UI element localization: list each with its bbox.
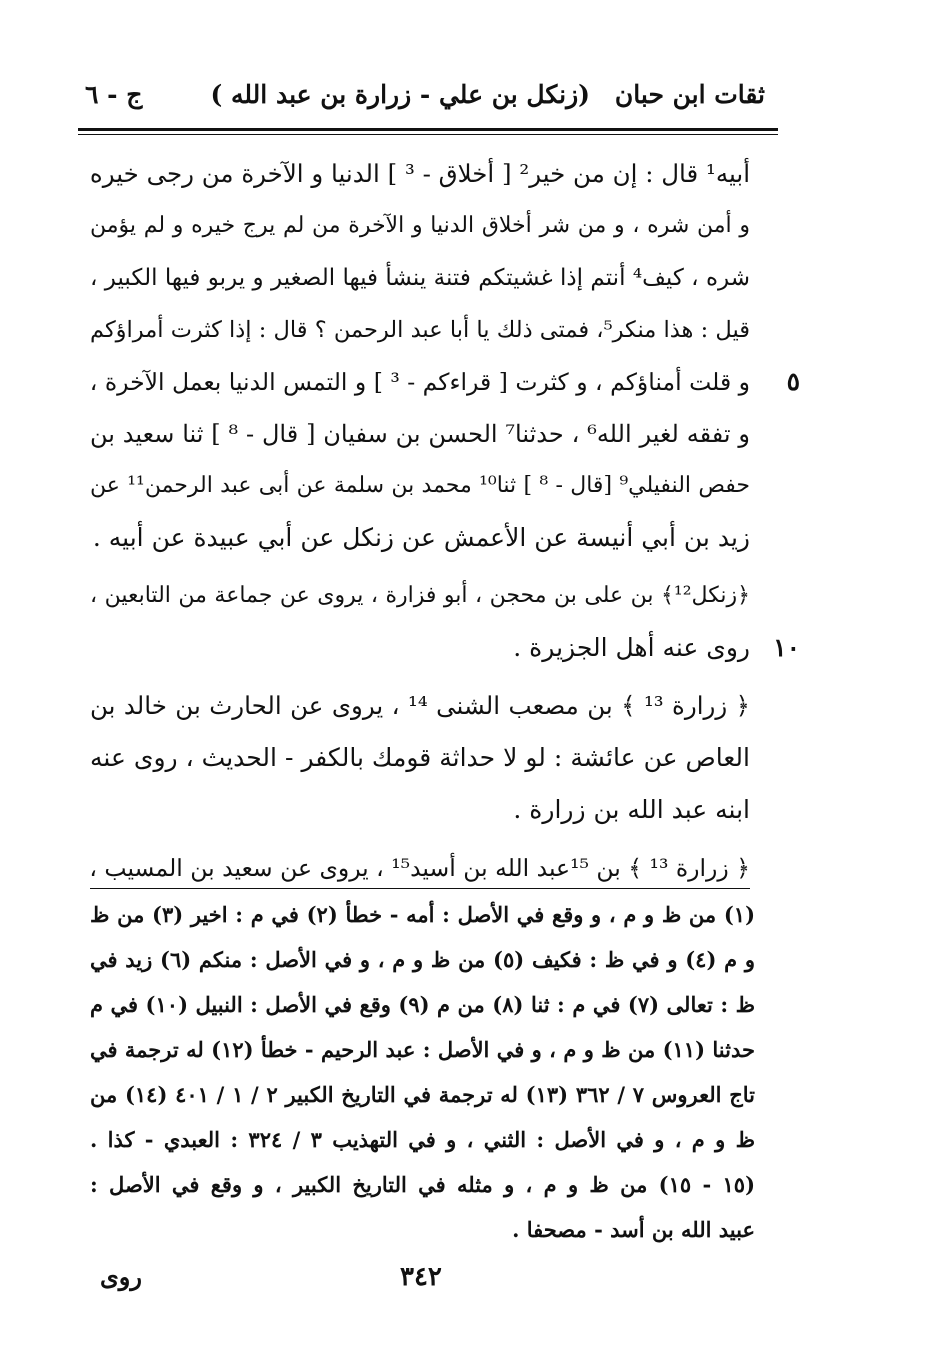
text-line-content: ابنه عبد الله بن زرارة . [513, 795, 750, 824]
text-line-content: شره ، كيف⁴ أنتم إذا غشيتكم فتنة ينشأ فيها الصغير و يربو فيها الكبير ، [90, 265, 750, 291]
header-rule-thin [78, 134, 778, 135]
header-rule [78, 128, 778, 131]
text-line-content: و أمن شره ، و من شر أخلاق الدنيا و الآخرة من لم يرج خيره و لم يؤمن [90, 213, 750, 238]
text-line [90, 842, 750, 894]
text-line-content: ﴿ زرارة ¹³ ﴾ بن مصعب الشنى ¹⁴ ، يروى عن الحارث بن خالد بن [90, 691, 751, 720]
text-line-content: و قلت أمناؤكم ، و كثرت [ قراءكم - ³ ] و التمس الدنيا بعمل الآخرة ، [89, 368, 750, 396]
text-line [90, 200, 750, 252]
book-title: ثقات ابن حبان [614, 80, 765, 109]
text-line [90, 622, 800, 674]
text-line-content: روى عنه أهل الجزيرة . [513, 633, 750, 662]
text-line [90, 252, 750, 304]
text-line [90, 784, 750, 836]
footnote-separator [90, 888, 750, 889]
text-line [90, 408, 750, 460]
line-number: ٥ [786, 367, 800, 396]
footnote-line: ظ : تعالى (٧) في م : ثنا (٨) من م (٩) وقع في الأصل : النبيل (١٠) في م [90, 992, 755, 1017]
text-line-content: ﴿زنكل¹²﴾ بن على بن محجن ، أبو فزارة ، يروى عن جماعة من التابعين ، [90, 583, 750, 608]
footnote-line: (١) من ظ و م ، و وقع في الأصل : أمه - خطأ (٢) في م : اخير (٣) من ظ [90, 902, 755, 927]
catchword: روى [100, 1262, 142, 1291]
text-line [90, 680, 750, 732]
page-number: ٣٤٢ [400, 1262, 442, 1292]
footnote-line: (١٥ - ١٥) من ظ و م ، و مثله في التاريخ الكبير ، و وقع في الأصل : [90, 1172, 755, 1197]
line-number: ١٠ [773, 633, 800, 662]
text-line [90, 304, 750, 356]
text-line [90, 512, 750, 564]
footnotes [90, 892, 755, 1252]
text-line [89, 356, 800, 408]
text-line-content: و تفقه لغير الله⁶ ، حدثنا⁷ الحسن بن سفيان [ قال - ⁸ ] ثنا سعيد بن [90, 420, 750, 448]
footnote-line: و م (٤) و في ظ : فكيف (٥) من ظ و م ، و في الأصل : منكم (٦) زيد في [90, 947, 755, 972]
volume-label: ج - ٦ [85, 80, 143, 109]
text-line [90, 570, 750, 622]
footnote-line: ظ و م ، و في الأصل : الثني ، و في التهذيب ٣ / ٣٢٤ : العبدي - كذا . [90, 1127, 756, 1152]
footnote-line: تاج العروس ٧ / ٣٦٢ (١٣) له ترجمة في التاريخ الكبير ٢ / ١ / ٤٠١ (١٤) من [90, 1082, 756, 1107]
text-line-content: العاص عن عائشة : لو لا حداثة قومك بالكفر - الحديث ، روى عنه [90, 743, 750, 772]
text-line-content: قيل : هذا منكر⁵، فمتى ذلك يا أبا عبد الرحمن ؟ قال : إذا كثرت أمراؤكم [90, 317, 750, 343]
main-text [89, 148, 800, 894]
page-footer [100, 1262, 740, 1302]
text-line [90, 732, 750, 784]
running-header [85, 72, 765, 122]
footnote-line: حدثنا (١١) من ظ و م ، و في الأصل : عبد الرحيم - خطأ (١٢) له ترجمة في [90, 1037, 755, 1062]
text-line [90, 460, 750, 512]
text-line [90, 148, 750, 200]
text-line-content: ﴿ زرارة ¹³ ﴾ بن ¹⁵عبد الله بن أسيد¹⁵ ، يروى عن سعيد بن المسيب ، [89, 854, 750, 882]
entries-range: (زنكل بن علي - زرارة بن عبد الله ) [210, 80, 590, 109]
footnote-line: عبيد الله بن أسد - مصحفا . [512, 1217, 755, 1242]
text-line-content: زيد بن أبي أنيسة عن الأعمش عن زنكل عن أبي عبيدة عن أبيه . [92, 523, 750, 552]
text-line-content: أبيه¹ قال : إن من خير² [ أخلاق - ³ ] الدنيا و الآخرة من رجى خيره [89, 159, 750, 188]
text-line-content: حفص النفيلي⁹ [قال - ⁸ ] ثنا¹⁰ محمد بن سلمة عن أبى عبد الرحمن¹¹ عن [90, 473, 750, 498]
